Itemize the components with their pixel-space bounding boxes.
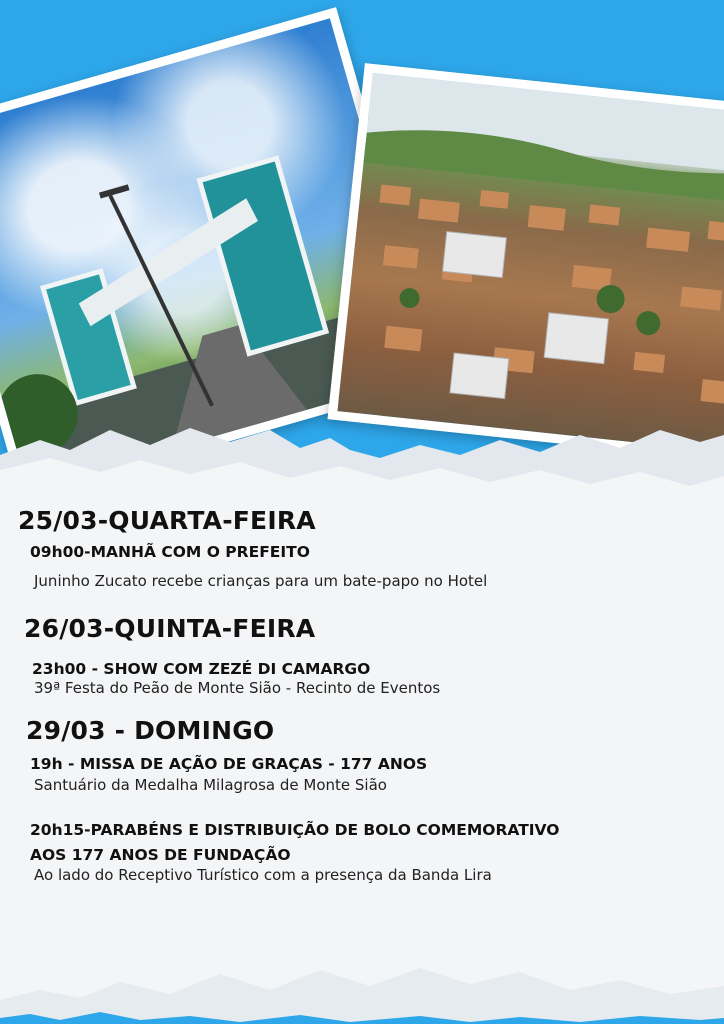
day-heading-1: 25/03-QUARTA-FEIRA bbox=[18, 506, 316, 535]
torn-paper-edge bbox=[0, 400, 724, 520]
event-title-4-line1: 20h15-PARABÉNS E DISTRIBUIÇÃO DE BOLO COMEMORATIVO bbox=[30, 821, 560, 839]
event-description-1: Juninho Zucato recebe crianças para um bate-papo no Hotel bbox=[34, 572, 488, 590]
aerial-town-image bbox=[337, 73, 724, 455]
event-title-1: 09h00-MANHÃ COM O PREFEITO bbox=[30, 543, 310, 561]
day-heading-3: 29/03 - DOMINGO bbox=[26, 716, 275, 745]
bottom-torn-decoration bbox=[0, 960, 724, 1024]
day-heading-2: 26/03-QUINTA-FEIRA bbox=[24, 614, 316, 643]
event-description-4: Ao lado do Receptivo Turístico com a presença da Banda Lira bbox=[34, 866, 492, 884]
event-title-3: 19h - MISSA DE AÇÃO DE GRAÇAS - 177 ANOS bbox=[30, 755, 428, 773]
event-title-4-line2: AOS 177 ANOS DE FUNDAÇÃO bbox=[30, 846, 291, 864]
event-description-3: Santuário da Medalha Milagrosa de Monte Sião bbox=[34, 776, 387, 794]
event-title-2: 23h00 - SHOW COM ZEZÉ DI CAMARGO bbox=[32, 660, 371, 678]
event-description-2: 39ª Festa do Peão de Monte Sião - Recinto de Eventos bbox=[34, 679, 441, 697]
